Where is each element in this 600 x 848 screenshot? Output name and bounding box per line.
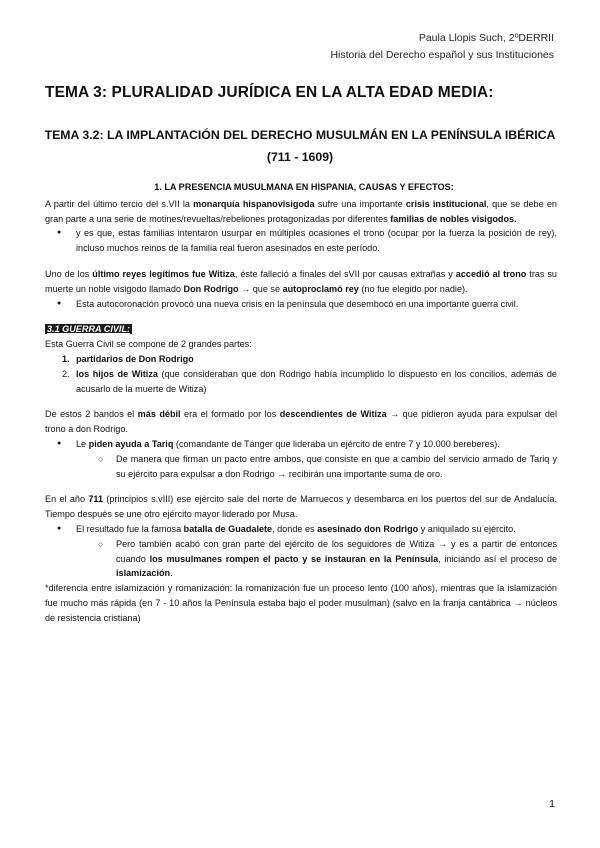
text: , éste falleció a finales del sVII por causas extrañas y bbox=[234, 268, 456, 279]
numbered-item-1 bbox=[45, 352, 557, 367]
page-number: 1 bbox=[549, 798, 555, 810]
list-item bbox=[45, 522, 557, 537]
list-item: ● y es que, estas familias intentaron usurpar en múltiples ocasiones el trono (ocupar por la fuerza la posición de rey), incluso muchos reinos de la familia real fueron asesinados en este período. bbox=[45, 226, 557, 256]
text: Uno de los bbox=[45, 268, 93, 279]
numbered-list bbox=[45, 352, 557, 396]
text: (comandante de Tánger que lideraba un ejército de entre 7 y 10.000 bereberes). bbox=[173, 438, 500, 449]
text: De estos 2 bandos el bbox=[45, 409, 138, 420]
text: (principios s.vIII) ese ejército sale del norte de Marruecos y desembarca en los puertos del sur de Andalucía. Tiempo después se une otro ejército mayor liderado por Musa. bbox=[45, 494, 557, 520]
text: → que pidieron ayuda para expulsar del trono a don Rodrigo. bbox=[45, 409, 558, 435]
section-3-1-intro: Esta Guerra Civil se compone de 2 grandes partes: bbox=[45, 339, 252, 350]
subtitle-line-2: (711 - 1609) bbox=[266, 150, 334, 164]
document-body bbox=[45, 180, 557, 626]
text: , que se debe en gran parte a una serie de motines/revueltas/rebeliones protagonizadas por diferentes bbox=[45, 198, 557, 224]
text: sufre una importante bbox=[314, 198, 406, 209]
bold-text: los hijos de Witiza bbox=[76, 368, 158, 379]
text: tras su muerte un noble visigodo llamado bbox=[45, 268, 557, 294]
text: y aniquilado su ejército. bbox=[418, 523, 516, 534]
sub-list-item bbox=[45, 537, 557, 581]
text: El resultado fue la famosa bbox=[76, 523, 184, 534]
bullet-list-2 bbox=[45, 297, 557, 312]
paragraph-3 bbox=[45, 407, 557, 437]
bullet-list-1 bbox=[45, 226, 557, 256]
list-item bbox=[45, 437, 557, 452]
bold-text: islamización bbox=[116, 568, 171, 579]
page-header bbox=[330, 30, 554, 64]
text: → que se bbox=[238, 283, 283, 294]
subtitle-line-1: TEMA 3.2: LA IMPLANTACIÓN DEL DERECHO MUSULMÁN EN LA PENÍNSULA IBÉRICA bbox=[44, 128, 556, 142]
paragraph-2 bbox=[45, 267, 557, 297]
bold-text: 711 bbox=[88, 494, 103, 505]
sub-list-item: ○ De manera que firman un pacto entre ambos, que consiste en que a cambio del servicio armado de Tariq y su ejército para expulsar a don Rodrigo → recibirán una importante suma de oro. bbox=[45, 452, 557, 482]
bold-text: autoproclamó rey bbox=[282, 283, 359, 294]
text: A partir del último tercio del s.VII la bbox=[45, 198, 194, 209]
bold-text: asesinado don Rodrigo bbox=[317, 523, 419, 534]
bold-text: descendientes de Witiza bbox=[279, 409, 387, 420]
bold-text: último reyes legítimos fue Witiza bbox=[92, 268, 235, 279]
bold-text: Don Rodrigo bbox=[183, 283, 239, 294]
item-number: 2. bbox=[62, 368, 70, 379]
bold-text: batalla de Guadalete bbox=[183, 523, 273, 534]
text: (no fue elegido por nadie). bbox=[358, 283, 468, 294]
paragraph-1 bbox=[45, 197, 557, 227]
text: Pero también acabó con gran parte del ejército de los seguidores de Witiza → y es a partir de entonces cuando bbox=[116, 538, 557, 564]
document-subtitle bbox=[40, 124, 560, 168]
section-3-1-heading-row bbox=[45, 322, 557, 337]
text: . bbox=[170, 568, 173, 579]
text: En el año bbox=[45, 494, 89, 505]
bold-text: crisis institucional bbox=[405, 198, 487, 209]
header-course: Historia del Derecho español y sus Instituciones bbox=[330, 49, 554, 61]
bold-text: piden ayuda a Tariq bbox=[88, 438, 174, 449]
header-author: Paula Llopis Such, 2ºDERRII bbox=[418, 32, 554, 44]
section-1-heading: 1. LA PRESENCIA MUSULMANA EN HISPANIA, CAUSAS Y EFECTOS: bbox=[154, 182, 454, 192]
numbered-item-2 bbox=[45, 367, 557, 397]
text: , donde es bbox=[272, 523, 318, 534]
bullet-list-4 bbox=[45, 522, 557, 581]
bold-text: familias de nobles visigodos. bbox=[390, 213, 517, 224]
bold-text: partidarios de Don Rodrigo bbox=[76, 353, 194, 364]
bold-text: accedió al trono bbox=[455, 268, 527, 279]
bold-text: más débil bbox=[137, 409, 181, 420]
item-number: 1. bbox=[62, 353, 70, 364]
bullet-list-3 bbox=[45, 437, 557, 481]
paragraph-4 bbox=[45, 492, 557, 522]
text: , iniciando así el proceso de bbox=[438, 553, 557, 564]
list-item: ● Esta autocoronación provocó una nueva crisis en la península que desembocó en una importante guerra civil. bbox=[45, 297, 557, 312]
section-3-1-heading: 3.1 GUERRA CIVIL: bbox=[47, 324, 131, 335]
footnote: *diferencia entre islamización y romanización: la romanización fue un proceso lento (100 años), mientras que la islamización fue mucho más rápida (en 7 - 10 años la Península estaba bajo el poder musulman) (salvo en la franja cantábrica → núcleos de resistencia cristiana) bbox=[45, 583, 557, 623]
document-title: TEMA 3: PLURALIDAD JURÍDICA EN LA ALTA EDAD MEDIA: bbox=[45, 84, 494, 101]
bold-text: los musulmanes rompen el pacto y se instauran en la Península bbox=[149, 553, 439, 564]
bold-text: monarquía hispanovisigoda bbox=[193, 198, 315, 209]
text: era el formado por los bbox=[180, 409, 280, 420]
text: (que consideraban que don Rodrigo había incumplido lo dispuesto en los concilios, además de acusarlo de la muerte de Witiza) bbox=[76, 368, 557, 394]
text: Le bbox=[76, 438, 89, 449]
